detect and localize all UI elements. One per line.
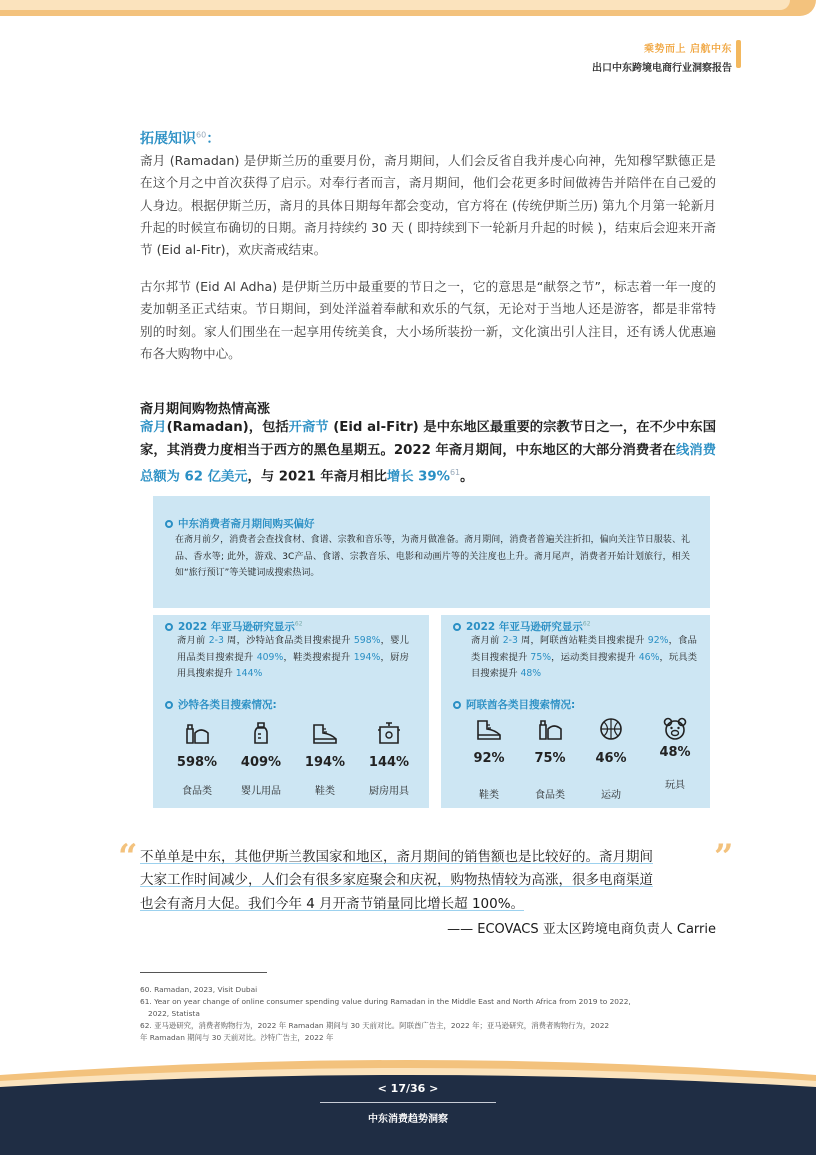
- saudi-research-panel: [153, 615, 429, 808]
- hl-s6: ，与 2021 年斋月相比: [247, 469, 387, 485]
- uae-cat-toys: [643, 717, 707, 801]
- footer-title: 中东消费趋势洞察: [368, 1114, 448, 1125]
- uae-cat-food-label: 食品类: [535, 790, 565, 801]
- quote-line-1: 不单单是中东，其他伊斯兰教国家和地区，斋月期间的销售额也是比较好的。斋月期间: [140, 849, 653, 865]
- saudi-t6: 409%: [256, 651, 284, 663]
- saudi-category-title-text: 沙特各类目搜索情况:: [178, 699, 277, 711]
- page-number: < 17/36 >: [377, 1082, 439, 1095]
- uae-category-title: [453, 697, 575, 712]
- quote-line-2: 大家工作时间减少，人们会有很多家庭聚会和庆祝，购物热情较为高涨，很多电商渠道: [140, 872, 653, 889]
- purchase-preference-text: 在斋月前夕，消费者会查找食材、食谱、宗教和音乐等，为斋月做准备。斋月期间，消费者普遍关注折扣，偏向关注节日服装、礼品、香水等; 此外，游戏、3C产品、食谱、宗教音乐、电影和动画片等的关注度也上升。斋月尾声，消费者开始计划旅行，相关如“旅行预订”等关键词成搜索热词。: [175, 535, 690, 579]
- uae-category-title-text: 阿联酋各类目搜索情况:: [466, 699, 576, 711]
- saudi-cat-kitchen-pct: 144%: [368, 755, 410, 770]
- hl-s4: (Eid al-Fitr) 是中东地区最重要的宗教节日之一，在不少中东国家，其消费力度相当于西方的黑色星期五。2022 年斋月期间，中东地区的大部分消费者在: [140, 420, 717, 458]
- saudi-t8: 194%: [353, 651, 381, 663]
- section-highlight-paragraph: [140, 417, 716, 489]
- extension-title-colon: ：: [206, 131, 221, 147]
- uae-t2: 2-3: [502, 635, 518, 646]
- saudi-cat-baby-pct: 409%: [240, 755, 282, 770]
- uae-t7: ，运动类目搜索提升: [551, 651, 639, 663]
- footer-band: [0, 1055, 816, 1155]
- saudi-cat-food: [165, 721, 229, 797]
- section-title: 斋月期间购物热情高涨: [140, 402, 271, 417]
- teddy-bear-icon: [661, 717, 689, 741]
- footnote-divider: [140, 972, 267, 973]
- uae-cat-shoe-label: 鞋类: [479, 790, 499, 801]
- uae-research-title: [453, 619, 591, 634]
- saudi-t10: 144%: [235, 668, 263, 680]
- saudi-cat-food-pct: 598%: [176, 755, 218, 770]
- bullet-circle-icon: [165, 701, 173, 709]
- uae-cat-shoe: [457, 717, 521, 801]
- quote-author: —— ECOVACS 亚太区跨境电商负责人 Carrie: [447, 922, 716, 937]
- uae-title-sup: 62: [582, 620, 591, 628]
- quote-open-mark: “: [118, 837, 138, 877]
- footnote-61: 61. Year on year change of online consumer spending value during Ramadan in the Middle East and North Africa from 2019 to 2022,: [140, 997, 631, 1006]
- uae-t5: ，食品类目搜索提升: [471, 635, 697, 663]
- shoe-icon: [475, 717, 503, 741]
- hl-spending: 线消费总额为 62 亿美元: [140, 442, 716, 485]
- saudi-t1: 斋月前: [177, 635, 209, 646]
- baby-bottle-icon: [247, 721, 275, 745]
- saudi-cat-kitchen-label: 厨房用具: [369, 786, 409, 797]
- bullet-circle-icon: [165, 623, 173, 631]
- quote-text: [140, 846, 716, 916]
- hl-s2: (Ramadan)，包括: [166, 420, 289, 435]
- saudi-research-title-text: [178, 619, 303, 634]
- food-icon: [536, 717, 564, 741]
- saudi-cat-food-label: 食品类: [182, 786, 212, 797]
- ramadan-paragraph: 斋月 (Ramadan) 是伊斯兰历的重要月份，斋月期间，人们会反省自我并虔心向神，先知穆罕默德正是在这个月之中首次获得了启示。对奉行者而言，斋月期间，他们会花更多时间做祷告并陪伴在自己爱的人身边。根据伊斯兰历，斋月的具体日期每年都会变动，官方将在 (传统伊斯兰历) 第九个月第一轮新月升起的时候宣布确切的日期。斋月持续约 30 天 ( 即持续到下一轮新月升起的时候 )，结束后会迎来开斋节 (Eid al-Fitr)，欢庆斋戒结束。: [140, 153, 716, 258]
- uae-cat-toys-pct: 48%: [659, 745, 691, 760]
- uae-cat-sports-label: 运动: [601, 790, 621, 801]
- saudi-t9: ，厨房用具搜索提升: [177, 651, 409, 680]
- uae-cat-sports-pct: 46%: [595, 751, 627, 766]
- bullet-circle-icon: [165, 520, 173, 528]
- uae-t10: 48%: [520, 668, 542, 680]
- quote-close-mark: ”: [714, 837, 734, 877]
- uae-title-main: 2022 年亚马逊研究显示: [466, 621, 583, 633]
- cooking-pot-icon: [375, 721, 403, 745]
- saudi-cat-shoe: [293, 721, 357, 797]
- header-accent-bar: [736, 40, 741, 68]
- extension-title-sup: 60: [196, 130, 207, 140]
- extension-title: [140, 128, 716, 148]
- header-report-title: 出口中东跨境电商行业洞察报告: [592, 63, 732, 74]
- uae-t3: 周，阿联酋站鞋类目搜索提升: [517, 635, 648, 646]
- footnote-62-cont: 年 Ramadan 期间与 30 天前对比。沙特广告主，2022 年: [140, 1033, 334, 1042]
- footer-wave-shape: [0, 1055, 816, 1155]
- shoe-icon: [311, 721, 339, 745]
- hl-eid: 开斋节: [288, 420, 329, 435]
- extension-title-text: 拓展知识: [140, 131, 196, 147]
- saudi-cat-baby-label: 婴儿用品: [241, 786, 281, 797]
- saudi-t2: 2-3: [208, 635, 224, 646]
- uae-cat-food-pct: 75%: [534, 751, 566, 766]
- saudi-research-title: [165, 619, 303, 634]
- footer-divider: [320, 1102, 496, 1103]
- footnote-60: 60. Ramadan, 2023, Visit Dubai: [140, 985, 258, 994]
- uae-research-panel: [441, 615, 710, 808]
- uae-cat-toys-label: 玩具: [665, 780, 685, 791]
- purchase-preference-panel: [153, 496, 710, 608]
- bullet-circle-icon: [453, 623, 461, 631]
- footnotes: [140, 984, 680, 1044]
- saudi-title-main: 2022 年亚马逊研究显示: [178, 621, 295, 633]
- purchase-preference-title: [165, 516, 315, 531]
- uae-t6: 75%: [530, 651, 552, 663]
- uae-category-row: [457, 717, 707, 801]
- uae-t1: 斋月前: [471, 635, 503, 646]
- hl-s8: 。: [460, 469, 474, 485]
- uae-research-text: [471, 633, 697, 683]
- saudi-t7: ，鞋类搜索提升: [283, 651, 354, 663]
- saudi-cat-kitchen: [357, 721, 421, 797]
- purchase-preference-title-text: 中东消费者斋月期间购买偏好: [178, 518, 315, 530]
- saudi-cat-baby: [229, 721, 293, 797]
- hl-growth-sup: 61: [449, 468, 461, 477]
- saudi-category-title: [165, 697, 277, 712]
- saudi-t5: ，婴儿用品类目搜索提升: [177, 635, 409, 663]
- saudi-t3: 周，沙特站食品类目搜索提升: [223, 635, 354, 646]
- uae-cat-food: [521, 717, 579, 801]
- saudi-cat-shoe-label: 鞋类: [315, 786, 335, 797]
- uae-t9: ，玩具类目搜索提升: [471, 651, 697, 680]
- saudi-cat-shoe-pct: 194%: [304, 755, 346, 770]
- quote-line-3: 也会有斋月大促。我们今年 4 月开斋节销量同比增长超 100%。: [140, 895, 525, 912]
- footnote-62: 62. 亚马逊研究，消费者购物行为，2022 年 Ramadan 期间与 30 天前对比。阿联酋广告主，2022 年；亚马逊研究，消费者购物行为，2022: [140, 1021, 610, 1030]
- saudi-title-sup: 62: [294, 620, 303, 628]
- saudi-category-row: [165, 721, 421, 797]
- hl-ramadan: 斋月: [140, 420, 167, 435]
- uae-t4: 92%: [647, 635, 669, 646]
- eid-al-adha-paragraph: 古尔邦节 (Eid Al Adha) 是伊斯兰历中最重要的节日之一，它的意思是“献祭之节”，标志着一年一度的麦加朝圣正式结束。节日期间，到处洋溢着奉献和欢乐的气氛，无论对于当地人还是游客，都是非常特别的时刻。家人们围坐在一起享用传统美食，大小场所装扮一新，文化演出引人注目，还有诱人优惠遍布各大购物中心。: [140, 279, 716, 361]
- hl-growth: 增长 39%: [386, 469, 450, 485]
- food-icon: [183, 721, 211, 745]
- uae-cat-shoe-pct: 92%: [473, 751, 505, 766]
- uae-t8: 46%: [638, 651, 660, 663]
- saudi-research-text: [177, 633, 409, 683]
- footnote-61-cont: 2022, Statista: [148, 1009, 200, 1018]
- header-slogan: 乘势而上 启航中东: [644, 44, 732, 55]
- top-decorative-band: [0, 0, 816, 16]
- report-header: [592, 40, 732, 74]
- saudi-t4: 598%: [353, 635, 381, 646]
- uae-cat-sports: [579, 717, 643, 801]
- ball-icon: [597, 717, 625, 741]
- uae-research-title-text: [466, 619, 591, 634]
- bullet-circle-icon: [453, 701, 461, 709]
